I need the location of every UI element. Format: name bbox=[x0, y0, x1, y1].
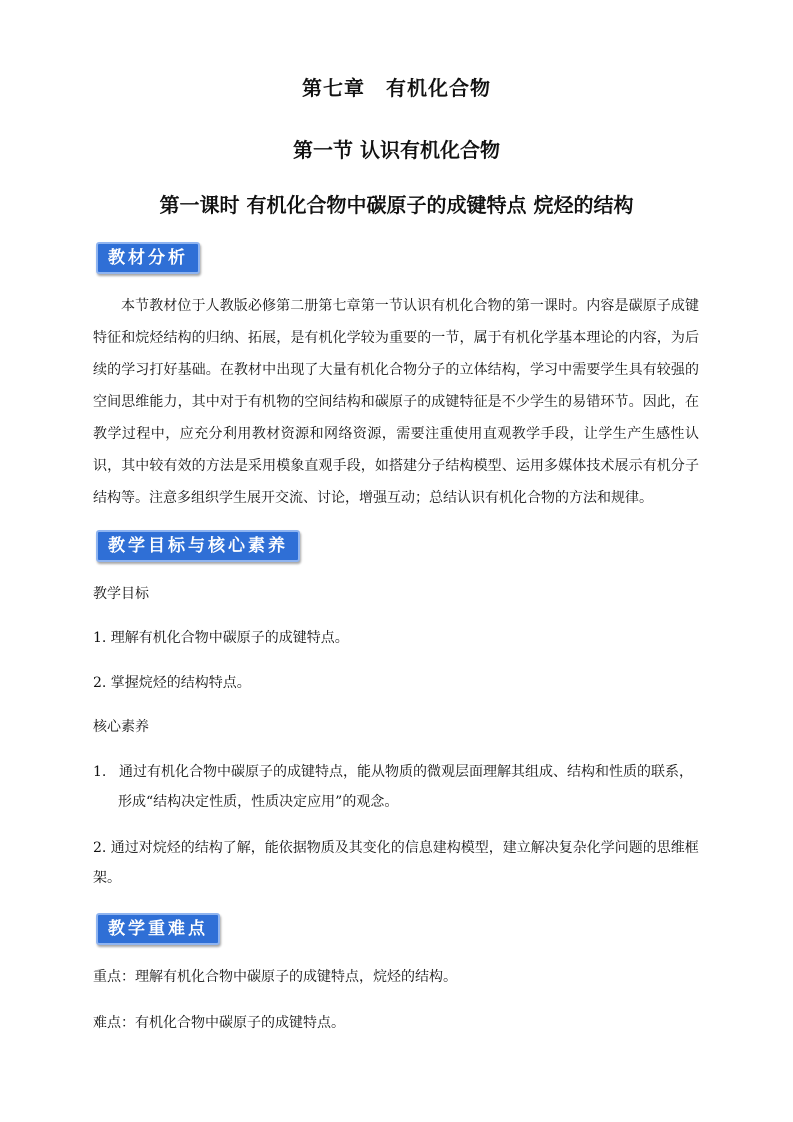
analysis-badge: 教材分析 bbox=[96, 242, 200, 274]
chapter-title: 第七章 有机化合物 bbox=[302, 76, 491, 100]
goal-item-1: 1. 理解有机化合物中碳原子的成键特点。 bbox=[93, 630, 349, 646]
core-item-1-line2: 形成“结构决定性质，性质决定应用”的观念。 bbox=[118, 794, 399, 810]
section-title: 第一节 认识有机化合物 bbox=[293, 138, 500, 162]
keypoints-badge: 教学重难点 bbox=[96, 913, 220, 945]
analysis-paragraph: 本节教材位于人教版必修第二册第七章第一节认识有机化合物的第一课时。内容是碳原子成键特征和烷烃结构的归纳、拓展，是有机化学较为重要的一节，属于有机化学基本理论的内容，为后续的学习打好基础。在教材中出现了大量有机化合物分子的立体结构，学习中需要学生具有较强的空间思维能力，其中对于有机物的空间结构和碳原子的成键特征是不少学生的易错环节。因此，在教学过程中，应充分利用教材资源和网络资源，需要注重使用直观教学手段，让学生产生感性认识，其中较有效的方法是采用模象直观手段，如搭建分子结构模型、运用多媒体技术展示有机分子结构等。注意多组织学生展开交流、讨论，增强互动；总结认识有机化合物的方法和规律。 bbox=[93, 298, 699, 506]
core-heading: 核心素养 bbox=[93, 719, 149, 735]
core-item-2: 2. 通过对烷烃的结构了解，能依据物质及其变化的信息建构模型，建立解决复杂化学问题的思维框架。 bbox=[93, 840, 699, 886]
goal-item-2: 2. 掌握烷烃的结构特点。 bbox=[93, 675, 251, 691]
lesson-title: 第一课时 有机化合物中碳原子的成键特点 烷烃的结构 bbox=[159, 193, 634, 217]
difficulty-point: 难点：有机化合物中碳原子的成键特点。 bbox=[93, 1015, 345, 1031]
objectives-badge: 教学目标与核心素养 bbox=[96, 530, 300, 562]
core-item-1 bbox=[93, 760, 699, 784]
core-item-1-number: 1. bbox=[93, 764, 107, 780]
core-item-1-line1: 通过有机化合物中碳原子的成键特点，能从物质的微观层面理解其组成、结构和性质的联系， bbox=[119, 764, 693, 780]
key-point: 重点：理解有机化合物中碳原子的成键特点，烷烃的结构。 bbox=[93, 969, 457, 985]
goals-heading: 教学目标 bbox=[93, 586, 149, 602]
